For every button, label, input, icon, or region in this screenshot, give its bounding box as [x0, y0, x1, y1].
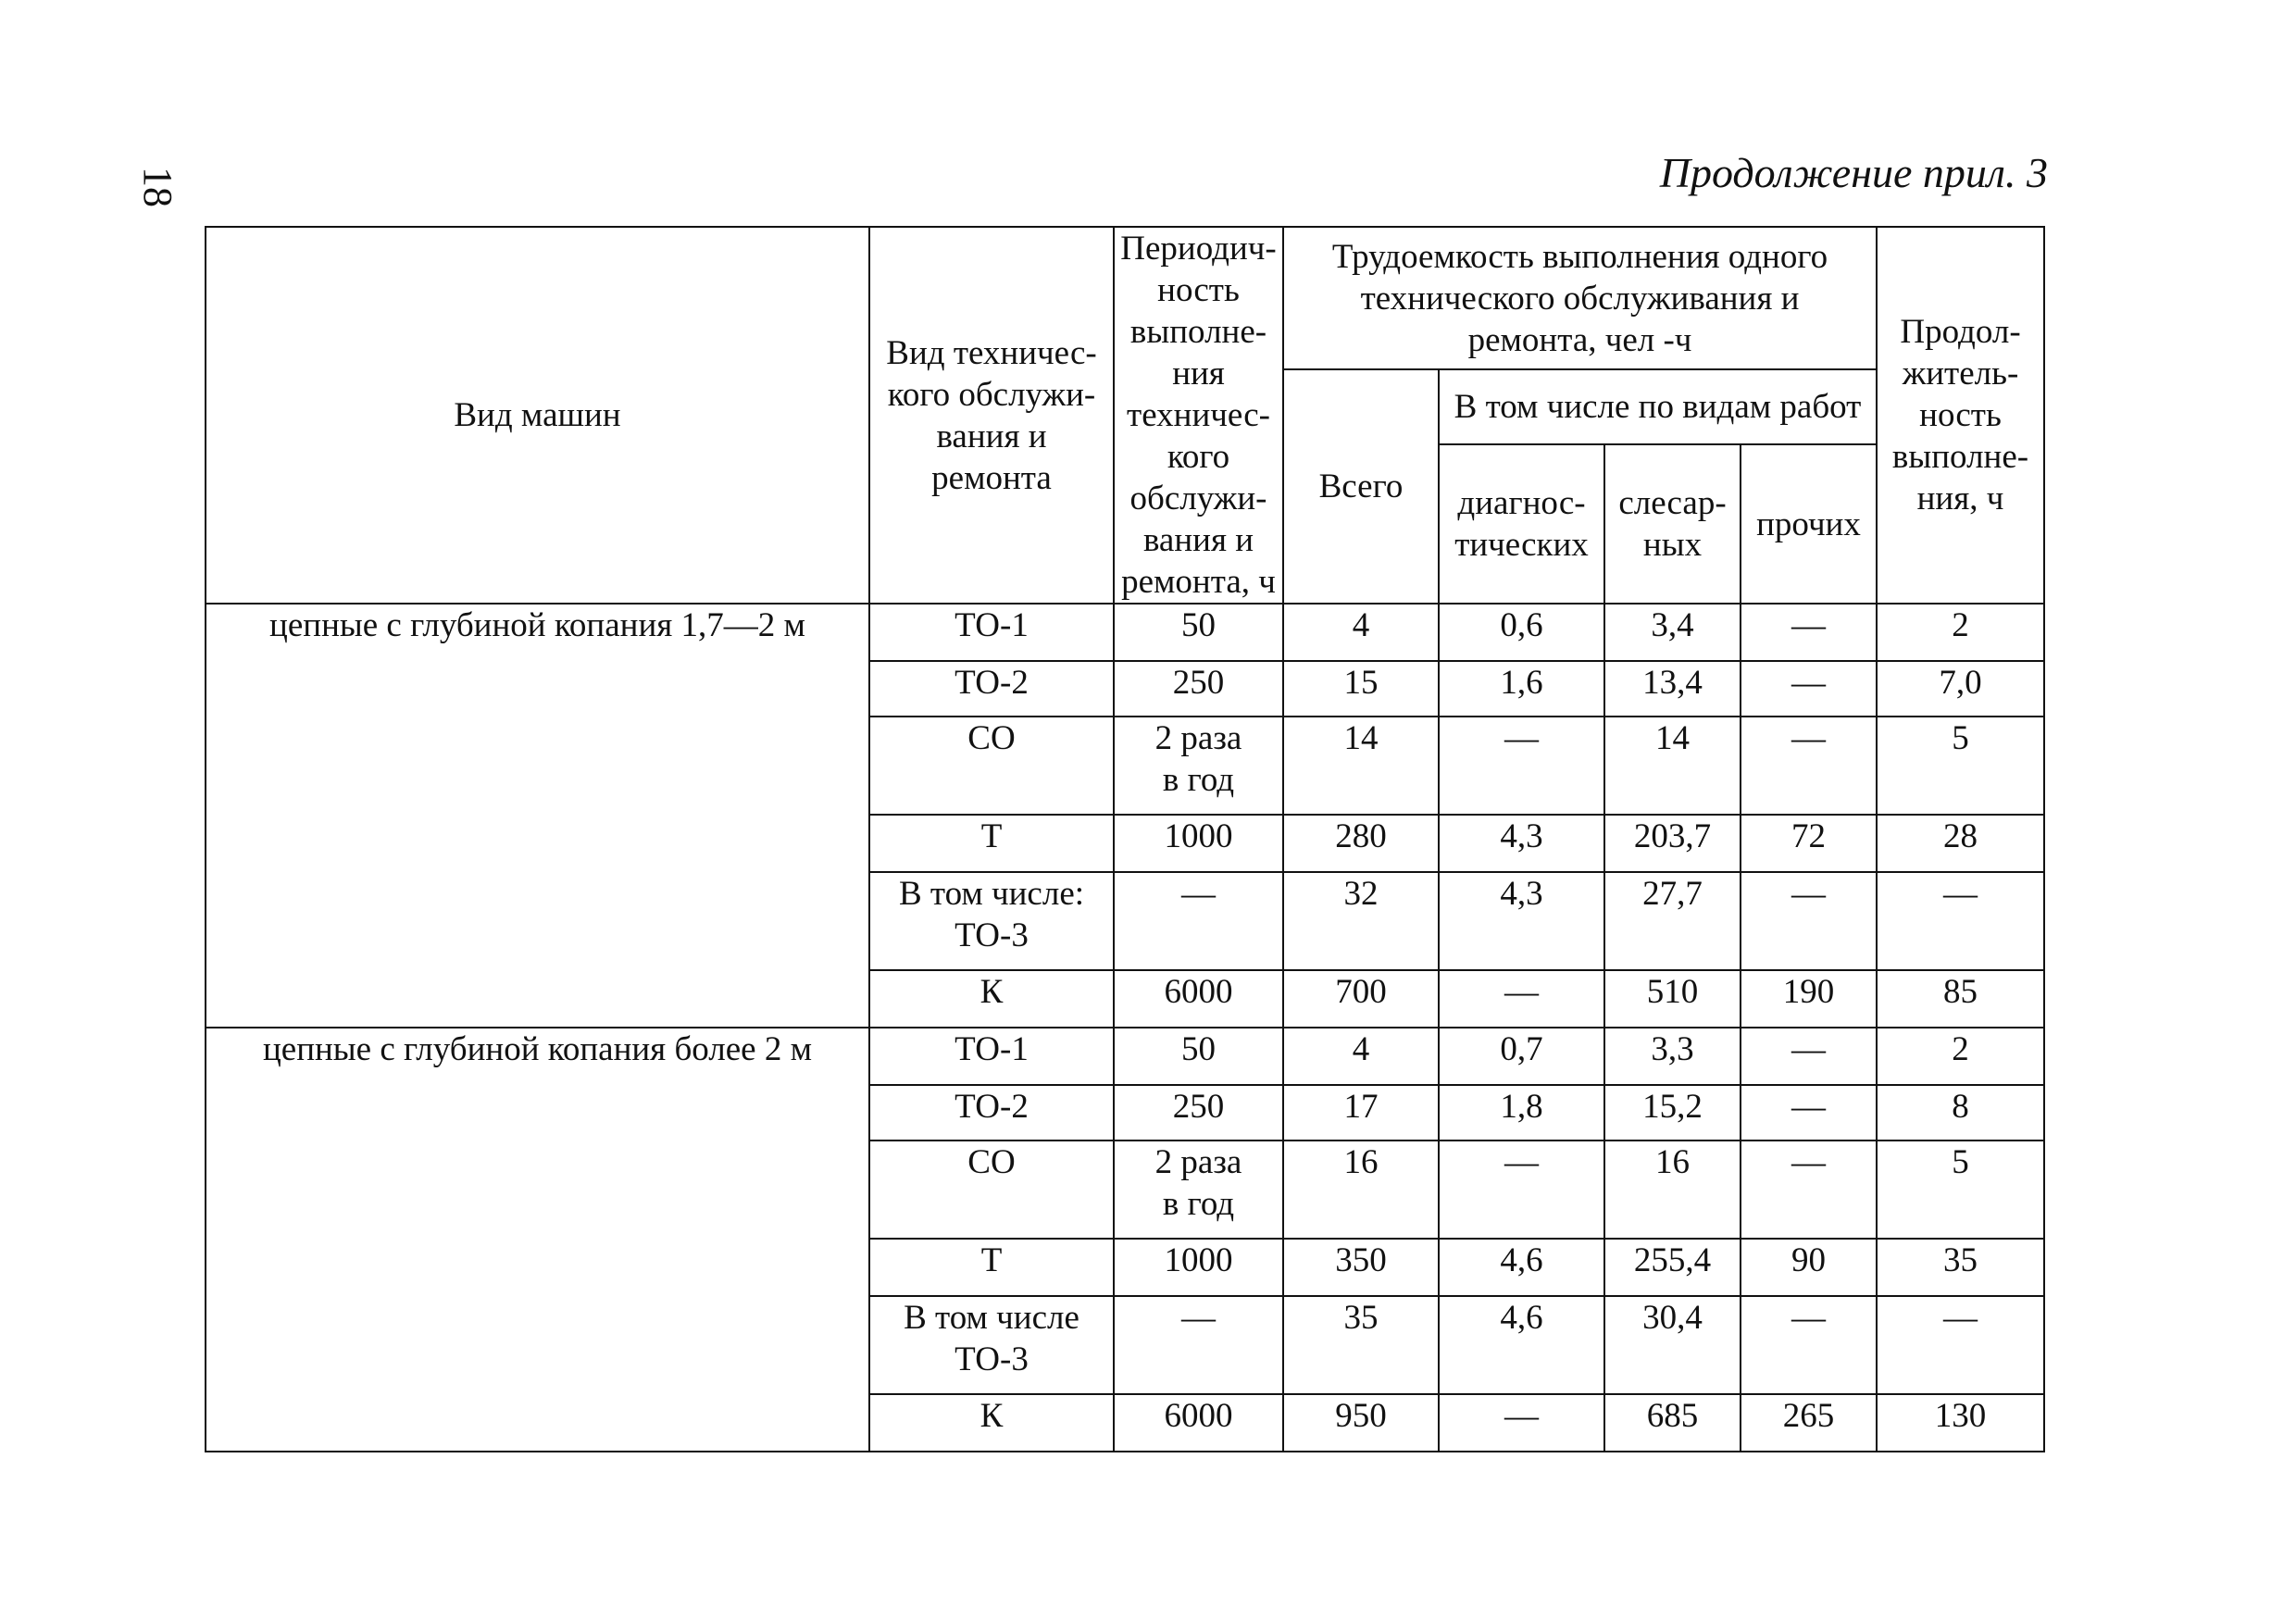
other-cell: — — [1741, 872, 1877, 970]
duration-cell: 7,0 — [1877, 661, 2044, 717]
service-type-cell: В том числе ТО-3 — [869, 1296, 1114, 1394]
other-cell: — — [1741, 604, 1877, 661]
diag-cell: 4,3 — [1439, 815, 1604, 872]
table-body — [206, 604, 2044, 1452]
maintenance-table — [205, 226, 2045, 1452]
total-cell: 15 — [1283, 661, 1439, 717]
periodicity-cell: — — [1114, 872, 1283, 970]
duration-cell: 2 — [1877, 604, 2044, 661]
duration-cell: — — [1877, 872, 2044, 970]
diag-cell: 4,6 — [1439, 1296, 1604, 1394]
total-cell: 17 — [1283, 1085, 1439, 1141]
diag-cell: — — [1439, 1394, 1604, 1452]
other-cell: 190 — [1741, 970, 1877, 1028]
header-service-type: Вид техничес- кого обслужи- вания и ремонта — [869, 227, 1114, 604]
lock-cell: 510 — [1604, 970, 1741, 1028]
service-type-cell: ТО-1 — [869, 1028, 1114, 1085]
service-type-cell: СО — [869, 717, 1114, 815]
duration-cell: 28 — [1877, 815, 2044, 872]
header-labor-intensity: Трудоемкость выполнения одного технического обслуживания и ремонта, чел -ч — [1283, 227, 1877, 369]
diag-cell: — — [1439, 717, 1604, 815]
continuation-caption: Продолжение прил. 3 — [1659, 149, 2048, 196]
table-header — [206, 227, 2044, 604]
lock-cell: 14 — [1604, 717, 1741, 815]
service-type-cell: К — [869, 1394, 1114, 1452]
other-cell: — — [1741, 717, 1877, 815]
table-row — [206, 1028, 2044, 1085]
periodicity-cell: 1000 — [1114, 815, 1283, 872]
service-type-cell: Т — [869, 815, 1114, 872]
periodicity-cell: 2 раза в год — [1114, 717, 1283, 815]
duration-cell: 5 — [1877, 717, 2044, 815]
total-cell: 950 — [1283, 1394, 1439, 1452]
lock-cell: 16 — [1604, 1141, 1741, 1239]
periodicity-cell: 250 — [1114, 661, 1283, 717]
header-periodicity: Периодич- ность выполне- ния техничес- кого обслужи- вания и ремонта, ч — [1114, 227, 1283, 604]
header-by-work-type: В том числе по видам работ — [1439, 369, 1877, 444]
periodicity-cell: 2 раза в год — [1114, 1141, 1283, 1239]
duration-cell: — — [1877, 1296, 2044, 1394]
other-cell: 265 — [1741, 1394, 1877, 1452]
header-diagnostic: диагнос- тических — [1439, 444, 1604, 604]
duration-cell: 85 — [1877, 970, 2044, 1028]
periodicity-cell: 1000 — [1114, 1239, 1283, 1296]
other-cell: — — [1741, 1028, 1877, 1085]
periodicity-cell: 50 — [1114, 604, 1283, 661]
header-other: прочих — [1741, 444, 1877, 604]
other-cell: — — [1741, 1296, 1877, 1394]
periodicity-cell: 50 — [1114, 1028, 1283, 1085]
total-cell: 350 — [1283, 1239, 1439, 1296]
diag-cell: 0,7 — [1439, 1028, 1604, 1085]
periodicity-cell: 6000 — [1114, 970, 1283, 1028]
machine-type-cell: цепные с глубиной копания более 2 м — [206, 1028, 869, 1452]
total-cell: 16 — [1283, 1141, 1439, 1239]
lock-cell: 13,4 — [1604, 661, 1741, 717]
other-cell: — — [1741, 1141, 1877, 1239]
header-duration: Продол- житель- ность выполне- ния, ч — [1877, 227, 2044, 604]
periodicity-cell: 250 — [1114, 1085, 1283, 1141]
total-cell: 35 — [1283, 1296, 1439, 1394]
total-cell: 4 — [1283, 1028, 1439, 1085]
service-type-cell: СО — [869, 1141, 1114, 1239]
other-cell: 72 — [1741, 815, 1877, 872]
total-cell: 14 — [1283, 717, 1439, 815]
machine-type-cell: цепные с глубиной копания 1,7—2 м — [206, 604, 869, 1028]
other-cell: — — [1741, 1085, 1877, 1141]
diag-cell: — — [1439, 1141, 1604, 1239]
lock-cell: 3,3 — [1604, 1028, 1741, 1085]
service-type-cell: Т — [869, 1239, 1114, 1296]
service-type-cell: ТО-2 — [869, 1085, 1114, 1141]
diag-cell: 4,6 — [1439, 1239, 1604, 1296]
total-cell: 4 — [1283, 604, 1439, 661]
duration-cell: 8 — [1877, 1085, 2044, 1141]
diag-cell: 1,6 — [1439, 661, 1604, 717]
lock-cell: 27,7 — [1604, 872, 1741, 970]
lock-cell: 3,4 — [1604, 604, 1741, 661]
diag-cell: 4,3 — [1439, 872, 1604, 970]
duration-cell: 130 — [1877, 1394, 2044, 1452]
periodicity-cell: 6000 — [1114, 1394, 1283, 1452]
total-cell: 700 — [1283, 970, 1439, 1028]
service-type-cell: К — [869, 970, 1114, 1028]
service-type-cell: ТО-2 — [869, 661, 1114, 717]
duration-cell: 2 — [1877, 1028, 2044, 1085]
header-total: Всего — [1283, 369, 1439, 604]
total-cell: 32 — [1283, 872, 1439, 970]
diag-cell: 0,6 — [1439, 604, 1604, 661]
lock-cell: 30,4 — [1604, 1296, 1741, 1394]
header-locksmith: слесар- ных — [1604, 444, 1741, 604]
lock-cell: 203,7 — [1604, 815, 1741, 872]
page-number: 18 — [135, 167, 181, 207]
service-type-cell: В том числе: ТО-3 — [869, 872, 1114, 970]
total-cell: 280 — [1283, 815, 1439, 872]
other-cell: — — [1741, 661, 1877, 717]
lock-cell: 15,2 — [1604, 1085, 1741, 1141]
periodicity-cell: — — [1114, 1296, 1283, 1394]
duration-cell: 35 — [1877, 1239, 2044, 1296]
other-cell: 90 — [1741, 1239, 1877, 1296]
lock-cell: 685 — [1604, 1394, 1741, 1452]
diag-cell: 1,8 — [1439, 1085, 1604, 1141]
header-machine-type: Вид машин — [206, 227, 869, 604]
service-type-cell: ТО-1 — [869, 604, 1114, 661]
table-row — [206, 604, 2044, 661]
duration-cell: 5 — [1877, 1141, 2044, 1239]
diag-cell: — — [1439, 970, 1604, 1028]
lock-cell: 255,4 — [1604, 1239, 1741, 1296]
